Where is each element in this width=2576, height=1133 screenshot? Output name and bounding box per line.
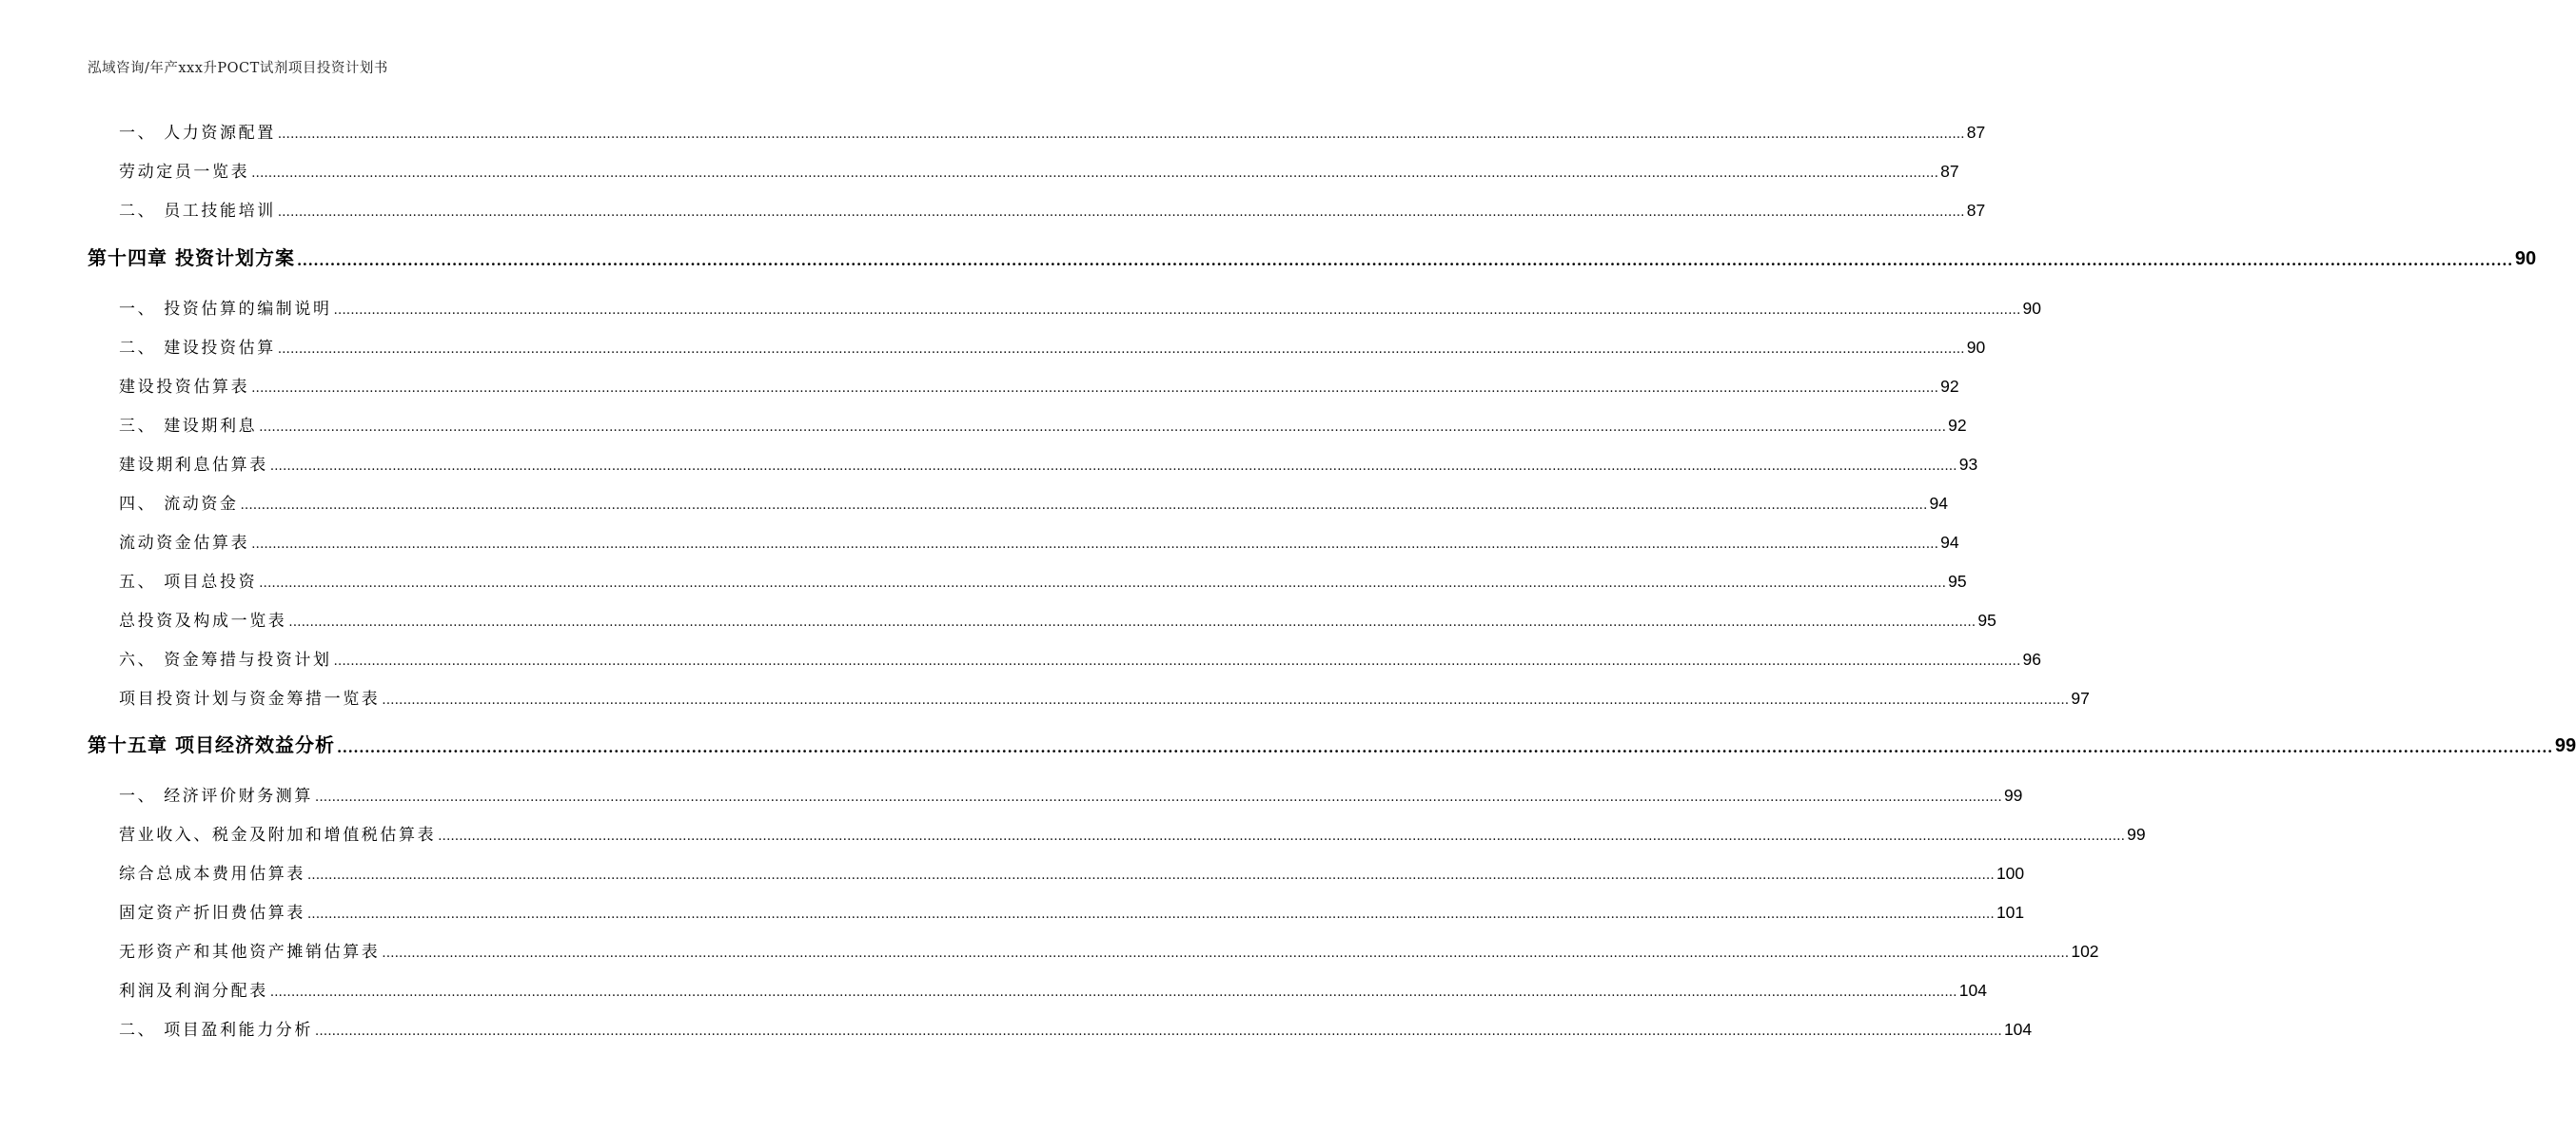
toc-leader-dots: ................................................................................................................................................................................................................................................................................................................................................................................................................ — [315, 1025, 2002, 1039]
toc-entry[interactable] — [0, 157, 1959, 182]
toc-entry-label: 一、 人力资源配置 — [119, 124, 276, 143]
toc-leader-dots: ................................................................................................................................................................................................................................................................................................................................................................................................................ — [438, 830, 2126, 844]
toc-entry[interactable] — [0, 333, 1986, 358]
toc-leader-dots: ................................................................................................................................................................................................................................................................................................................................................................................................................ — [277, 127, 1965, 142]
toc-entry[interactable] — [0, 606, 1996, 631]
toc-entry[interactable] — [0, 781, 2023, 806]
toc-entry[interactable] — [0, 196, 1986, 221]
toc-page-number: 95 — [1948, 572, 1967, 591]
toc-entry-label: 一、 经济评价财务测算 — [119, 787, 314, 806]
toc-entry-label: 营业收入、税金及附加和增值税估算表 — [119, 826, 437, 845]
toc-entry-label: 一、 投资估算的编制说明 — [119, 300, 332, 319]
toc-entry[interactable] — [0, 372, 1959, 397]
toc-page-number: 90 — [2022, 299, 2042, 318]
toc-entry-label: 六、 资金筹措与投资计划 — [119, 651, 332, 670]
toc-entry[interactable] — [0, 937, 2099, 962]
toc-chapter-entry[interactable] — [0, 729, 2576, 757]
toc-leader-dots: ................................................................................................................................................................................................................................................................................................................................................................................................................ — [259, 576, 1947, 591]
toc-entry[interactable] — [0, 645, 2042, 670]
toc-entry[interactable] — [0, 411, 1967, 436]
toc-entry-label: 建设投资估算表 — [119, 378, 250, 397]
toc-entry-label: 流动资金估算表 — [119, 534, 250, 553]
toc-entry[interactable] — [0, 898, 2025, 923]
toc-page-number: 90 — [1966, 338, 1986, 357]
toc-leader-dots: ................................................................................................................................................................................................................................................................................................................................................................................................................ — [336, 739, 2553, 756]
toc-entry-label: 综合总成本费用估算表 — [119, 865, 305, 884]
toc-leader-dots: ................................................................................................................................................................................................................................................................................................................................................................................................................ — [307, 869, 1995, 883]
toc-page-number: 99 — [2554, 735, 2576, 756]
toc-leader-dots: ................................................................................................................................................................................................................................................................................................................................................................................................................ — [240, 498, 1928, 513]
toc-entry[interactable] — [0, 684, 2090, 709]
toc-entry-label: 第十五章 项目经济效益分析 — [88, 733, 335, 756]
toc-leader-dots: ................................................................................................................................................................................................................................................................................................................................................................................................................ — [296, 252, 2513, 269]
toc-page-number: 100 — [1996, 864, 2025, 883]
toc-entry-label: 项目投资计划与资金筹措一览表 — [119, 690, 381, 709]
page-header: 泓域咨询/年产xxx升POCT试剂项目投资计划书 — [88, 61, 388, 76]
toc-leader-dots: ................................................................................................................................................................................................................................................................................................................................................................................................................ — [269, 986, 1957, 1000]
toc-entry[interactable] — [0, 567, 1967, 592]
toc-entry-label: 二、 员工技能培训 — [119, 202, 276, 221]
toc-page-number: 87 — [1940, 162, 1959, 181]
toc-entry-label: 建设期利息估算表 — [119, 456, 268, 475]
toc-page-number: 104 — [2003, 1020, 2033, 1039]
toc-leader-dots: ................................................................................................................................................................................................................................................................................................................................................................................................................ — [269, 459, 1957, 474]
toc-page-number: 92 — [1948, 416, 1967, 435]
toc-entry-label: 二、 建设投资估算 — [119, 339, 276, 358]
toc-leader-dots: ................................................................................................................................................................................................................................................................................................................................................................................................................ — [277, 342, 1965, 357]
toc-entry-label: 二、 项目盈利能力分析 — [119, 1021, 314, 1040]
toc-entry-label: 劳动定员一览表 — [119, 163, 250, 182]
toc-leader-dots: ................................................................................................................................................................................................................................................................................................................................................................................................................ — [259, 420, 1947, 435]
toc-entry[interactable] — [0, 294, 2042, 319]
toc-page-number: 99 — [2003, 786, 2023, 805]
toc-page-number: 99 — [2127, 825, 2146, 844]
toc-entry-label: 固定资产折旧费估算表 — [119, 904, 305, 923]
toc-page-number: 87 — [1966, 123, 1986, 142]
toc-entry-label: 总投资及构成一览表 — [119, 612, 287, 631]
toc-entry[interactable] — [0, 528, 1959, 553]
toc-entry[interactable] — [0, 1015, 2033, 1040]
toc-leader-dots: ................................................................................................................................................................................................................................................................................................................................................................................................................ — [251, 537, 1939, 552]
toc-leader-dots: ................................................................................................................................................................................................................................................................................................................................................................................................................ — [288, 615, 1976, 630]
toc-page-number: 102 — [2071, 942, 2099, 961]
toc-page-number: 87 — [1966, 201, 1986, 220]
toc-entry[interactable] — [0, 820, 2146, 845]
toc-entry-label: 利润及利润分配表 — [119, 982, 268, 1001]
toc-leader-dots: ................................................................................................................................................................................................................................................................................................................................................................................................................ — [277, 205, 1965, 220]
toc-entry[interactable] — [0, 976, 1987, 1001]
toc-page-number: 95 — [1977, 611, 1996, 630]
toc-leader-dots: ................................................................................................................................................................................................................................................................................................................................................................................................................ — [382, 947, 2070, 961]
toc-entry[interactable] — [0, 859, 2025, 884]
toc-entry-label: 四、 流动资金 — [119, 495, 239, 514]
toc-entry[interactable] — [0, 118, 1986, 143]
toc-leader-dots: ................................................................................................................................................................................................................................................................................................................................................................................................................ — [315, 791, 2002, 805]
toc-entry[interactable] — [0, 450, 1978, 475]
toc-page-number: 92 — [1940, 377, 1959, 396]
toc-leader-dots: ................................................................................................................................................................................................................................................................................................................................................................................................................ — [307, 908, 1995, 922]
toc-page-number: 104 — [1958, 981, 1987, 1000]
toc-chapter-entry[interactable] — [0, 242, 2537, 270]
toc-leader-dots: ................................................................................................................................................................................................................................................................................................................................................................................................................ — [382, 693, 2070, 708]
toc-page-number: 90 — [2514, 248, 2537, 269]
toc-leader-dots: ................................................................................................................................................................................................................................................................................................................................................................................................................ — [333, 303, 2021, 318]
toc-leader-dots: ................................................................................................................................................................................................................................................................................................................................................................................................................ — [251, 381, 1939, 396]
toc-entry-label: 五、 项目总投资 — [119, 573, 258, 592]
toc-leader-dots: ................................................................................................................................................................................................................................................................................................................................................................................................................ — [251, 166, 1939, 181]
toc-entry-label: 第十四章 投资计划方案 — [88, 246, 295, 269]
toc-entry-label: 三、 建设期利息 — [119, 417, 258, 436]
toc-leader-dots: ................................................................................................................................................................................................................................................................................................................................................................................................................ — [333, 654, 2021, 669]
toc-entry-label: 无形资产和其他资产摊销估算表 — [119, 943, 381, 962]
toc-page-number: 94 — [1929, 494, 1949, 513]
toc-page-number: 96 — [2022, 650, 2042, 669]
toc-entry[interactable] — [0, 489, 1949, 514]
toc-page-number: 101 — [1996, 903, 2025, 922]
toc-page-number: 97 — [2071, 689, 2090, 708]
toc-page-number: 93 — [1958, 455, 1978, 474]
toc-page-number: 94 — [1940, 533, 1959, 552]
